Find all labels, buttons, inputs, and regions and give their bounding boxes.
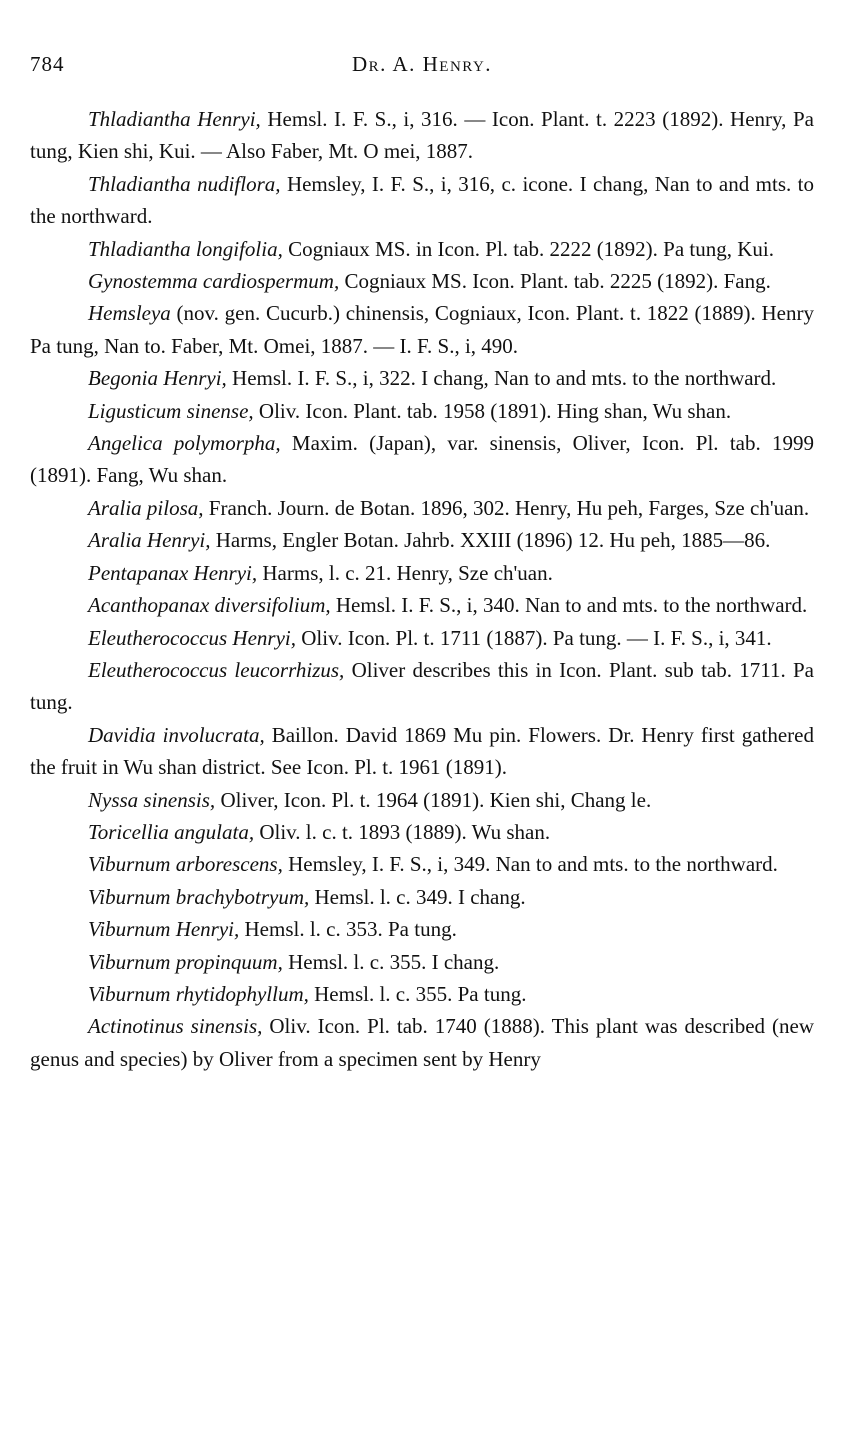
species-entry	[30, 362, 814, 394]
species-name: Viburnum propinquum,	[88, 949, 283, 974]
species-citation: Oliv. Icon. Pl. t. 1711 (1887). Pa tung. — I. F. S., i, 341.	[295, 625, 772, 650]
species-name: Aralia pilosa,	[88, 495, 204, 520]
species-citation: Hemsl. l. c. 355. I chang.	[282, 949, 500, 974]
species-name: Toricellia angulata,	[88, 819, 255, 844]
species-entry	[30, 913, 814, 945]
species-entry	[30, 848, 814, 880]
species-name: Viburnum Henryi,	[88, 917, 240, 942]
species-citation: Hemsl. I. F. S., i, 340. Nan to and mts. to the northward.	[330, 593, 808, 618]
species-name: Begonia Henryi,	[88, 366, 227, 391]
species-citation: Hemsl. l. c. 355. Pa tung.	[308, 981, 527, 1006]
species-name: Eleutherococcus leucorrhizus,	[88, 657, 345, 682]
species-citation: Harms, Engler Botan. Jahrb. XXIII (1896) 12. Hu peh, 1885—86.	[210, 528, 771, 553]
document-page	[30, 0, 814, 1439]
species-entry	[30, 233, 814, 265]
species-entry	[30, 427, 814, 492]
species-entry	[30, 297, 814, 362]
species-entry	[30, 784, 814, 816]
species-citation: Hemsl. I. F. S., i, 316. — Icon. Plant. t. 2223 (1892). Henry, Pa tung, Kien shi, Kui. — Also Faber, Mt. O mei, 1887.	[30, 107, 814, 164]
species-name: Davidia involucrata,	[88, 722, 265, 747]
species-entry	[30, 946, 814, 978]
species-list	[30, 103, 814, 1075]
species-entry	[30, 589, 814, 621]
species-citation: Maxim. (Japan), var. sinensis, Oliver, Icon. Pl. tab. 1999 (1891). Fang, Wu shan.	[30, 431, 814, 488]
species-entry	[30, 1010, 814, 1075]
species-entry	[30, 978, 814, 1010]
species-citation: Franch. Journ. de Botan. 1896, 302. Henry, Hu peh, Farges, Sze ch'uan.	[203, 495, 810, 520]
species-citation: Oliv. Icon. Plant. tab. 1958 (1891). Hing shan, Wu shan.	[253, 398, 732, 423]
species-entry	[30, 265, 814, 297]
species-citation: Hemsl. l. c. 353. Pa tung.	[239, 917, 457, 942]
species-name: Thladiantha Henryi,	[88, 107, 261, 131]
species-citation: Oliver, Icon. Pl. t. 1964 (1891). Kien shi, Chang le.	[215, 787, 652, 812]
species-citation: Oliv. l. c. t. 1893 (1889). Wu shan.	[254, 819, 551, 844]
species-citation: Oliver describes this in Icon. Plant. sub tab. 1711. Pa tung.	[30, 657, 814, 715]
species-entry	[30, 103, 814, 168]
species-entry	[30, 524, 814, 556]
species-name: Actinotinus sinensis,	[88, 1014, 263, 1039]
species-citation: Hemsley, I. F. S., i, 349. Nan to and mts. to the northward.	[282, 852, 778, 877]
species-name: Acanthopanax diversifolium,	[88, 593, 331, 618]
species-name: Viburnum arborescens,	[88, 852, 283, 877]
species-name: Hemsleya	[88, 301, 171, 326]
species-name: Viburnum brachybotryum,	[88, 884, 310, 909]
species-entry	[30, 168, 814, 233]
species-name: Thladiantha nudiflora,	[88, 171, 281, 196]
species-entry	[30, 622, 814, 654]
species-entry	[30, 719, 814, 784]
species-name: Viburnum rhytidophyllum,	[88, 981, 309, 1006]
species-name: Angelica polymorpha,	[88, 431, 281, 456]
running-header	[30, 48, 814, 80]
page-number: 784	[30, 52, 65, 76]
species-name: Eleutherococcus Henryi,	[88, 625, 296, 650]
species-citation: (nov. gen. Cucurb.) chinensis, Cogniaux, Icon. Plant. t. 1822 (1889). Henry Pa tung, Nan to. Faber, Mt. Omei, 1887. — I. F. S., i, 490.	[30, 301, 814, 358]
species-citation: Oliv. Icon. Pl. tab. 1740 (1888). This plant was described (new genus and species) by Oliver from a specimen sent by Henry	[30, 1014, 814, 1071]
species-name: Pentapanax Henryi,	[88, 560, 258, 585]
species-citation: Harms, l. c. 21. Henry, Sze ch'uan.	[257, 560, 553, 585]
species-entry	[30, 816, 814, 848]
species-name: Gynostemma cardiospermum,	[88, 269, 340, 294]
species-entry	[30, 395, 814, 427]
species-entry	[30, 557, 814, 589]
species-entry	[30, 492, 814, 524]
species-citation: Baillon. David 1869 Mu pin. Flowers. Dr. Henry first gathered the fruit in Wu shan district. See Icon. Pl. t. 1961 (1891).	[30, 722, 814, 780]
species-entry	[30, 654, 814, 719]
species-entry	[30, 881, 814, 913]
species-citation: Hemsl. I. F. S., i, 322. I chang, Nan to and mts. to the northward.	[226, 366, 777, 391]
species-citation: Hemsley, I. F. S., i, 316, c. icone. I chang, Nan to and mts. to the northward.	[30, 171, 815, 229]
species-citation: Cogniaux MS. Icon. Plant. tab. 2225 (1892). Fang.	[339, 269, 771, 294]
running-title: Dr. A. Henry.	[351, 52, 493, 76]
species-name: Ligusticum sinense,	[88, 398, 254, 423]
species-name: Thladiantha longifolia,	[88, 236, 283, 261]
species-name: Nyssa sinensis,	[88, 787, 216, 812]
species-citation: Cogniaux MS. in Icon. Pl. tab. 2222 (1892). Pa tung, Kui.	[282, 236, 775, 261]
species-name: Aralia Henryi,	[88, 528, 211, 553]
species-citation: Hemsl. l. c. 349. I chang.	[309, 884, 526, 909]
